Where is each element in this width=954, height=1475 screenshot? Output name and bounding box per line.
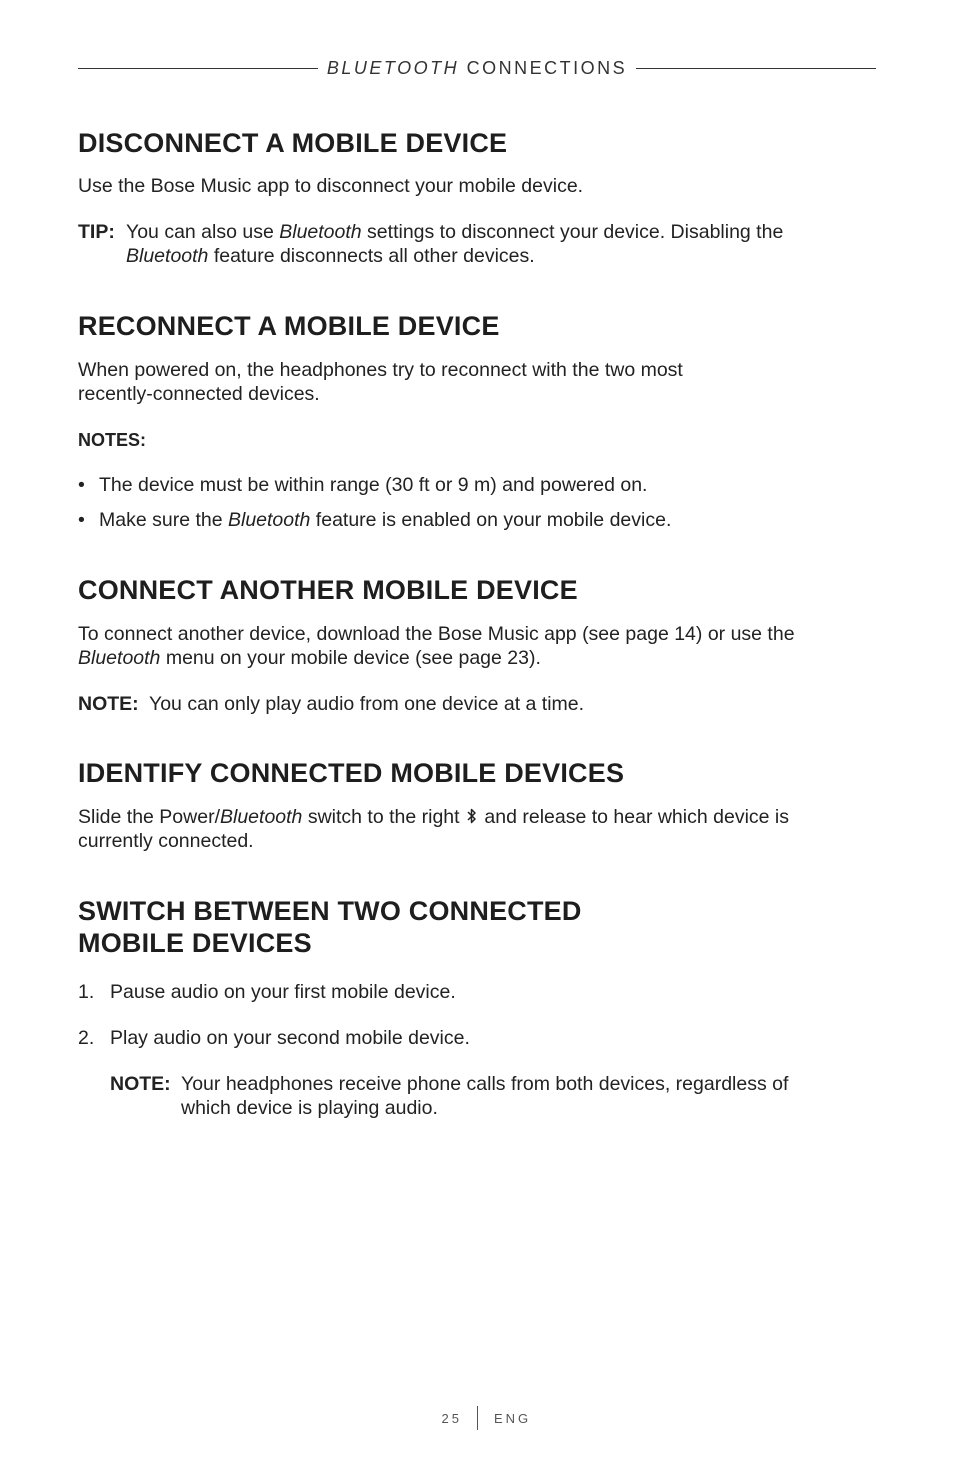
- switch-note-line-1: NOTE: Your headphones receive phone calls from both devices, regardless of: [110, 1073, 789, 1095]
- section-heading-identify: IDENTIFY CONNECTED MOBILE DEVICES: [78, 758, 625, 788]
- header-rule-left: [78, 68, 318, 69]
- section-heading-switch-line-2: MOBILE DEVICES: [78, 928, 312, 958]
- page-footer: [0, 1406, 954, 1430]
- connect-another-body-line-1: To connect another device, download the Bose Music app (see page 14) or use the: [78, 623, 795, 645]
- tip-text-line-2: Bluetooth feature disconnects all other devices.: [126, 245, 535, 267]
- notes-label: NOTES:: [78, 430, 147, 450]
- page-header: [78, 56, 876, 80]
- reconnect-body-line-2: recently-connected devices.: [78, 383, 320, 405]
- disconnect-body: Use the Bose Music app to disconnect your mobile device.: [78, 175, 584, 197]
- page-number: 25: [441, 1411, 462, 1426]
- tip-label: TIP:: [78, 221, 115, 243]
- connect-another-note: NOTE: You can only play audio from one device at a time.: [78, 693, 585, 715]
- identify-body-line-2: currently connected.: [78, 830, 254, 852]
- section-heading-disconnect: DISCONNECT A MOBILE DEVICE: [78, 128, 508, 158]
- header-title: BLUETOOTH CONNECTIONS: [326, 57, 628, 78]
- connect-another-body-line-2: Bluetooth menu on your mobile device (see page 23).: [78, 647, 541, 669]
- note-label: NOTE:: [110, 1073, 171, 1095]
- section-heading-switch-line-1: SWITCH BETWEEN TWO CONNECTED: [78, 896, 582, 926]
- bullet-item-1: • The device must be within range (30 ft or 9 m) and powered on.: [78, 474, 648, 496]
- bullet-dot: •: [78, 474, 85, 496]
- section-heading-reconnect: RECONNECT A MOBILE DEVICE: [78, 311, 500, 341]
- step-1: 1. Pause audio on your first mobile device.: [78, 981, 456, 1003]
- identify-body-line-1: Slide the Power/Bluetooth switch to the right and release to hear which device is: [78, 806, 789, 828]
- step-number: 2.: [78, 1027, 95, 1049]
- switch-note-line-2: which device is playing audio.: [181, 1097, 438, 1119]
- bullet-item-2: • Make sure the Bluetooth feature is enabled on your mobile device.: [78, 509, 672, 531]
- section-heading-connect-another: CONNECT ANOTHER MOBILE DEVICE: [78, 575, 578, 605]
- tip-line-1: [78, 220, 115, 244]
- language-code: ENG: [494, 1411, 532, 1426]
- tip-text-line-1: You can also use Bluetooth settings to disconnect your device. Disabling the: [126, 221, 784, 243]
- bullet-dot: •: [78, 509, 85, 531]
- header-rule-right: [636, 68, 876, 69]
- note-label: NOTE:: [78, 693, 139, 715]
- reconnect-body-line-1: When powered on, the headphones try to reconnect with the two most: [78, 359, 683, 381]
- bluetooth-icon: [465, 805, 479, 829]
- step-2: 2. Play audio on your second mobile device.: [78, 1027, 470, 1049]
- footer-divider: [477, 1406, 478, 1430]
- step-number: 1.: [78, 981, 95, 1003]
